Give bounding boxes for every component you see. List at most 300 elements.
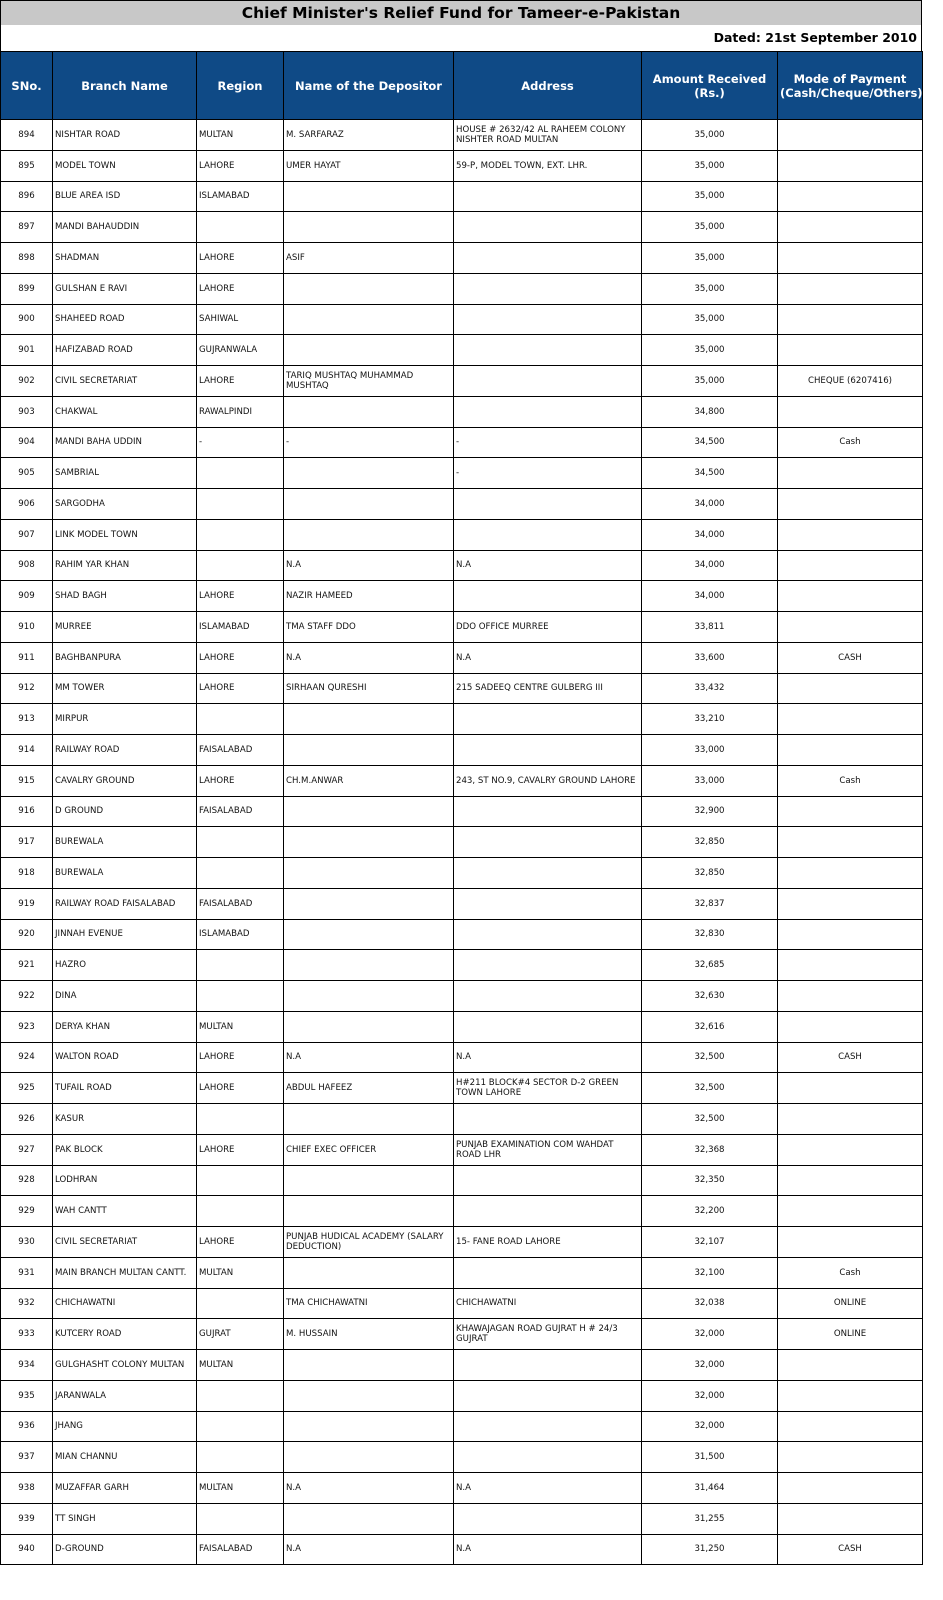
table-row (1, 1473, 923, 1504)
cell-address (454, 888, 642, 919)
cell-depositor: N.A (284, 1042, 454, 1073)
cell-address (454, 796, 642, 827)
table-row (1, 396, 923, 427)
table-row (1, 366, 923, 397)
cell-sno: 916 (1, 796, 53, 827)
cell-mode (778, 1073, 923, 1104)
cell-amount: 32,000 (642, 1380, 778, 1411)
table-row (1, 981, 923, 1012)
cell-mode (778, 796, 923, 827)
cell-mode: ONLINE (778, 1319, 923, 1350)
cell-amount: 31,500 (642, 1442, 778, 1473)
cell-address (454, 212, 642, 243)
cell-depositor (284, 181, 454, 212)
cell-sno: 928 (1, 1165, 53, 1196)
cell-mode (778, 735, 923, 766)
cell-depositor: - (284, 427, 454, 458)
cell-amount: 32,038 (642, 1288, 778, 1319)
cell-mode (778, 1011, 923, 1042)
cell-branch: BLUE AREA ISD (53, 181, 197, 212)
cell-amount: 35,000 (642, 335, 778, 366)
cell-mode (778, 1104, 923, 1135)
cell-branch: GULGHASHT COLONY MULTAN (53, 1350, 197, 1381)
cell-address (454, 396, 642, 427)
cell-region: LAHORE (197, 150, 284, 181)
cell-depositor (284, 1442, 454, 1473)
table-row (1, 1104, 923, 1135)
col-header-depositor: Name of the Depositor (284, 52, 454, 120)
cell-branch: WALTON ROAD (53, 1042, 197, 1073)
cell-depositor: UMER HAYAT (284, 150, 454, 181)
cell-mode (778, 673, 923, 704)
cell-depositor: N.A (284, 1534, 454, 1565)
table-row (1, 612, 923, 643)
cell-amount: 35,000 (642, 366, 778, 397)
cell-region (197, 950, 284, 981)
cell-branch: BUREWALA (53, 858, 197, 889)
table-row (1, 1134, 923, 1165)
cell-branch: MIRPUR (53, 704, 197, 735)
cell-depositor (284, 519, 454, 550)
table-row (1, 735, 923, 766)
cell-mode (778, 1196, 923, 1227)
page-title: Chief Minister's Relief Fund for Tameer-e-Pakistan (0, 0, 922, 26)
cell-sno: 934 (1, 1350, 53, 1381)
cell-amount: 31,464 (642, 1473, 778, 1504)
cell-depositor: SIRHAAN QURESHI (284, 673, 454, 704)
cell-mode (778, 1473, 923, 1504)
table-row (1, 120, 923, 151)
cell-region: RAWALPINDI (197, 396, 284, 427)
cell-region: MULTAN (197, 1473, 284, 1504)
cell-address: PUNJAB EXAMINATION COM WAHDAT ROAD LHR (454, 1134, 642, 1165)
cell-branch: MM TOWER (53, 673, 197, 704)
cell-sno: 921 (1, 950, 53, 981)
cell-amount: 33,210 (642, 704, 778, 735)
cell-mode (778, 1134, 923, 1165)
cell-mode (778, 1442, 923, 1473)
table-header-row (1, 52, 923, 120)
table-row (1, 1442, 923, 1473)
cell-sno: 910 (1, 612, 53, 643)
cell-region: LAHORE (197, 1042, 284, 1073)
table-row (1, 1411, 923, 1442)
cell-address (454, 704, 642, 735)
cell-region: GUJRAT (197, 1319, 284, 1350)
cell-address (454, 827, 642, 858)
cell-mode (778, 458, 923, 489)
cell-region: MULTAN (197, 1257, 284, 1288)
table-row (1, 642, 923, 673)
cell-mode (778, 1227, 923, 1258)
cell-amount: 34,000 (642, 519, 778, 550)
cell-depositor (284, 1196, 454, 1227)
cell-mode: CASH (778, 1042, 923, 1073)
cell-sno: 919 (1, 888, 53, 919)
cell-mode (778, 273, 923, 304)
cell-address (454, 1503, 642, 1534)
cell-depositor (284, 304, 454, 335)
cell-region: ISLAMABAD (197, 919, 284, 950)
cell-amount: 32,830 (642, 919, 778, 950)
cell-region (197, 489, 284, 520)
table-row (1, 704, 923, 735)
cell-depositor (284, 396, 454, 427)
cell-mode (778, 335, 923, 366)
cell-branch: HAZRO (53, 950, 197, 981)
cell-sno: 925 (1, 1073, 53, 1104)
cell-depositor (284, 1380, 454, 1411)
cell-depositor (284, 1411, 454, 1442)
table-row (1, 1350, 923, 1381)
cell-region (197, 1165, 284, 1196)
cell-mode (778, 1350, 923, 1381)
cell-region: MULTAN (197, 120, 284, 151)
cell-region: LAHORE (197, 1227, 284, 1258)
cell-branch: TUFAIL ROAD (53, 1073, 197, 1104)
table-row (1, 1011, 923, 1042)
cell-depositor: M. SARFARAZ (284, 120, 454, 151)
cell-mode (778, 396, 923, 427)
cell-branch: LINK MODEL TOWN (53, 519, 197, 550)
date-text: Dated: 21st September 2010 (713, 30, 917, 45)
col-header-branch: Branch Name (53, 52, 197, 120)
cell-branch: MAIN BRANCH MULTAN CANTT. (53, 1257, 197, 1288)
table-row (1, 765, 923, 796)
cell-depositor (284, 335, 454, 366)
cell-address (454, 981, 642, 1012)
cell-branch: MUZAFFAR GARH (53, 1473, 197, 1504)
cell-amount: 34,000 (642, 581, 778, 612)
table-body (1, 120, 923, 1565)
cell-branch: SAMBRIAL (53, 458, 197, 489)
cell-region (197, 1380, 284, 1411)
table-row (1, 858, 923, 889)
table-row (1, 919, 923, 950)
col-header-amount: Amount Received (Rs.) (642, 52, 778, 120)
cell-region: LAHORE (197, 765, 284, 796)
cell-address (454, 1104, 642, 1135)
cell-depositor (284, 273, 454, 304)
cell-amount: 32,350 (642, 1165, 778, 1196)
cell-sno: 922 (1, 981, 53, 1012)
cell-address: DDO OFFICE MURREE (454, 612, 642, 643)
deposits-table (0, 51, 923, 1565)
cell-amount: 34,000 (642, 550, 778, 581)
cell-region: SAHIWAL (197, 304, 284, 335)
cell-sno: 905 (1, 458, 53, 489)
col-header-sno: SNo. (1, 52, 53, 120)
cell-mode (778, 704, 923, 735)
table-row (1, 273, 923, 304)
cell-address (454, 304, 642, 335)
table-row (1, 581, 923, 612)
cell-address (454, 1442, 642, 1473)
cell-mode (778, 981, 923, 1012)
cell-depositor (284, 919, 454, 950)
cell-branch: BAGHBANPURA (53, 642, 197, 673)
cell-address (454, 489, 642, 520)
cell-branch: WAH CANTT (53, 1196, 197, 1227)
cell-amount: 35,000 (642, 243, 778, 274)
cell-depositor (284, 1503, 454, 1534)
cell-depositor (284, 1350, 454, 1381)
cell-amount: 35,000 (642, 120, 778, 151)
cell-sno: 907 (1, 519, 53, 550)
cell-depositor: NAZIR HAMEED (284, 581, 454, 612)
cell-amount: 32,000 (642, 1350, 778, 1381)
cell-branch: JINNAH EVENUE (53, 919, 197, 950)
cell-amount: 34,500 (642, 458, 778, 489)
cell-amount: 33,432 (642, 673, 778, 704)
cell-amount: 35,000 (642, 150, 778, 181)
cell-region: ISLAMABAD (197, 181, 284, 212)
cell-mode: Cash (778, 765, 923, 796)
cell-region (197, 1288, 284, 1319)
cell-depositor: TMA CHICHAWATNI (284, 1288, 454, 1319)
cell-branch: MIAN CHANNU (53, 1442, 197, 1473)
cell-sno: 914 (1, 735, 53, 766)
cell-mode (778, 950, 923, 981)
cell-branch: SHAD BAGH (53, 581, 197, 612)
cell-depositor: CHIEF EXEC OFFICER (284, 1134, 454, 1165)
cell-sno: 913 (1, 704, 53, 735)
cell-region: LAHORE (197, 273, 284, 304)
cell-sno: 918 (1, 858, 53, 889)
cell-address: 59-P, MODEL TOWN, EXT. LHR. (454, 150, 642, 181)
table-row (1, 1227, 923, 1258)
cell-address (454, 1257, 642, 1288)
cell-address (454, 1196, 642, 1227)
cell-address (454, 581, 642, 612)
cell-address (454, 243, 642, 274)
cell-sno: 894 (1, 120, 53, 151)
cell-mode (778, 181, 923, 212)
cell-sno: 939 (1, 1503, 53, 1534)
cell-address: KHAWAJAGAN ROAD GUJRAT H # 24/3 GUJRAT (454, 1319, 642, 1350)
cell-depositor (284, 1165, 454, 1196)
cell-depositor (284, 458, 454, 489)
table-row (1, 1257, 923, 1288)
cell-branch: SHADMAN (53, 243, 197, 274)
cell-address (454, 1411, 642, 1442)
table-row (1, 1503, 923, 1534)
table-row (1, 1288, 923, 1319)
table-row (1, 181, 923, 212)
cell-mode (778, 304, 923, 335)
table-row (1, 243, 923, 274)
cell-address: - (454, 427, 642, 458)
cell-amount: 32,000 (642, 1411, 778, 1442)
table-row (1, 304, 923, 335)
cell-sno: 915 (1, 765, 53, 796)
cell-region (197, 827, 284, 858)
cell-sno: 900 (1, 304, 53, 335)
cell-depositor (284, 950, 454, 981)
table-row (1, 550, 923, 581)
table-row (1, 673, 923, 704)
cell-branch: SARGODHA (53, 489, 197, 520)
cell-depositor: N.A (284, 1473, 454, 1504)
cell-depositor (284, 704, 454, 735)
cell-address (454, 858, 642, 889)
cell-branch: SHAHEED ROAD (53, 304, 197, 335)
cell-region: GUJRANWALA (197, 335, 284, 366)
cell-address: N.A (454, 550, 642, 581)
cell-address: N.A (454, 1042, 642, 1073)
date-line (0, 25, 922, 51)
cell-sno: 899 (1, 273, 53, 304)
cell-sno: 908 (1, 550, 53, 581)
cell-sno: 926 (1, 1104, 53, 1135)
cell-region: LAHORE (197, 581, 284, 612)
cell-sno: 909 (1, 581, 53, 612)
cell-address: H#211 BLOCK#4 SECTOR D-2 GREEN TOWN LAHORE (454, 1073, 642, 1104)
cell-sno: 935 (1, 1380, 53, 1411)
cell-address (454, 519, 642, 550)
cell-mode (778, 581, 923, 612)
cell-sno: 904 (1, 427, 53, 458)
cell-address: N.A (454, 1473, 642, 1504)
table-row (1, 950, 923, 981)
cell-region (197, 519, 284, 550)
cell-amount: 33,000 (642, 735, 778, 766)
cell-sno: 937 (1, 1442, 53, 1473)
cell-depositor: ABDUL HAFEEZ (284, 1073, 454, 1104)
table-row (1, 827, 923, 858)
cell-depositor (284, 981, 454, 1012)
cell-depositor (284, 489, 454, 520)
cell-sno: 903 (1, 396, 53, 427)
cell-mode: CASH (778, 642, 923, 673)
cell-mode (778, 612, 923, 643)
cell-address: - (454, 458, 642, 489)
cell-depositor (284, 827, 454, 858)
cell-mode (778, 120, 923, 151)
cell-amount: 34,800 (642, 396, 778, 427)
cell-mode: Cash (778, 1257, 923, 1288)
cell-branch: PAK BLOCK (53, 1134, 197, 1165)
cell-branch: RAHIM YAR KHAN (53, 550, 197, 581)
cell-amount: 31,255 (642, 1503, 778, 1534)
cell-branch: KUTCERY ROAD (53, 1319, 197, 1350)
cell-region: FAISALABAD (197, 796, 284, 827)
cell-region: FAISALABAD (197, 735, 284, 766)
table-row (1, 1380, 923, 1411)
cell-depositor: N.A (284, 550, 454, 581)
cell-mode: CASH (778, 1534, 923, 1565)
cell-branch: MANDI BAHA UDDIN (53, 427, 197, 458)
cell-address: 15- FANE ROAD LAHORE (454, 1227, 642, 1258)
cell-address (454, 1165, 642, 1196)
cell-region (197, 704, 284, 735)
cell-branch: CHICHAWATNI (53, 1288, 197, 1319)
col-header-mode: Mode of Payment (Cash/Cheque/Others) (778, 52, 923, 120)
cell-amount: 35,000 (642, 212, 778, 243)
cell-depositor: ASIF (284, 243, 454, 274)
cell-mode (778, 827, 923, 858)
cell-address: CHICHAWATNI (454, 1288, 642, 1319)
cell-mode (778, 1165, 923, 1196)
cell-branch: DINA (53, 981, 197, 1012)
cell-depositor: PUNJAB HUDICAL ACADEMY (SALARY DEDUCTION) (284, 1227, 454, 1258)
cell-sno: 896 (1, 181, 53, 212)
cell-address (454, 1350, 642, 1381)
cell-sno: 920 (1, 919, 53, 950)
cell-sno: 927 (1, 1134, 53, 1165)
cell-region (197, 858, 284, 889)
cell-region: FAISALABAD (197, 888, 284, 919)
cell-depositor (284, 888, 454, 919)
cell-address (454, 366, 642, 397)
cell-branch: HAFIZABAD ROAD (53, 335, 197, 366)
table-row (1, 489, 923, 520)
cell-branch: CIVIL SECRETARIAT (53, 1227, 197, 1258)
cell-address (454, 335, 642, 366)
table-row (1, 1319, 923, 1350)
cell-region: LAHORE (197, 1134, 284, 1165)
table-row (1, 1534, 923, 1565)
cell-mode: CHEQUE (6207416) (778, 366, 923, 397)
cell-branch: RAILWAY ROAD FAISALABAD (53, 888, 197, 919)
cell-depositor (284, 1104, 454, 1135)
cell-sno: 932 (1, 1288, 53, 1319)
cell-branch: JARANWALA (53, 1380, 197, 1411)
col-header-region: Region (197, 52, 284, 120)
cell-amount: 33,000 (642, 765, 778, 796)
cell-branch: D-GROUND (53, 1534, 197, 1565)
cell-region: MULTAN (197, 1350, 284, 1381)
cell-sno: 898 (1, 243, 53, 274)
cell-region: LAHORE (197, 673, 284, 704)
cell-region (197, 550, 284, 581)
table-row (1, 1196, 923, 1227)
cell-branch: LODHRAN (53, 1165, 197, 1196)
cell-sno: 901 (1, 335, 53, 366)
cell-amount: 32,837 (642, 888, 778, 919)
table-row (1, 519, 923, 550)
cell-amount: 32,100 (642, 1257, 778, 1288)
table-row (1, 150, 923, 181)
cell-sno: 933 (1, 1319, 53, 1350)
cell-region: LAHORE (197, 243, 284, 274)
cell-mode (778, 519, 923, 550)
cell-address: HOUSE # 2632/42 AL RAHEEM COLONY NISHTER ROAD MULTAN (454, 120, 642, 151)
cell-sno: 902 (1, 366, 53, 397)
cell-branch: MODEL TOWN (53, 150, 197, 181)
cell-region: - (197, 427, 284, 458)
cell-branch: JHANG (53, 1411, 197, 1442)
cell-mode (778, 858, 923, 889)
cell-amount: 32,107 (642, 1227, 778, 1258)
cell-amount: 32,000 (642, 1319, 778, 1350)
cell-mode (778, 888, 923, 919)
table-row (1, 1073, 923, 1104)
cell-branch: BUREWALA (53, 827, 197, 858)
cell-depositor: M. HUSSAIN (284, 1319, 454, 1350)
cell-address (454, 1011, 642, 1042)
cell-branch: TT SINGH (53, 1503, 197, 1534)
cell-depositor (284, 858, 454, 889)
cell-amount: 32,368 (642, 1134, 778, 1165)
cell-region: FAISALABAD (197, 1534, 284, 1565)
cell-region (197, 212, 284, 243)
cell-mode (778, 489, 923, 520)
cell-address: N.A (454, 642, 642, 673)
cell-mode: Cash (778, 427, 923, 458)
cell-sno: 924 (1, 1042, 53, 1073)
cell-branch: DERYA KHAN (53, 1011, 197, 1042)
